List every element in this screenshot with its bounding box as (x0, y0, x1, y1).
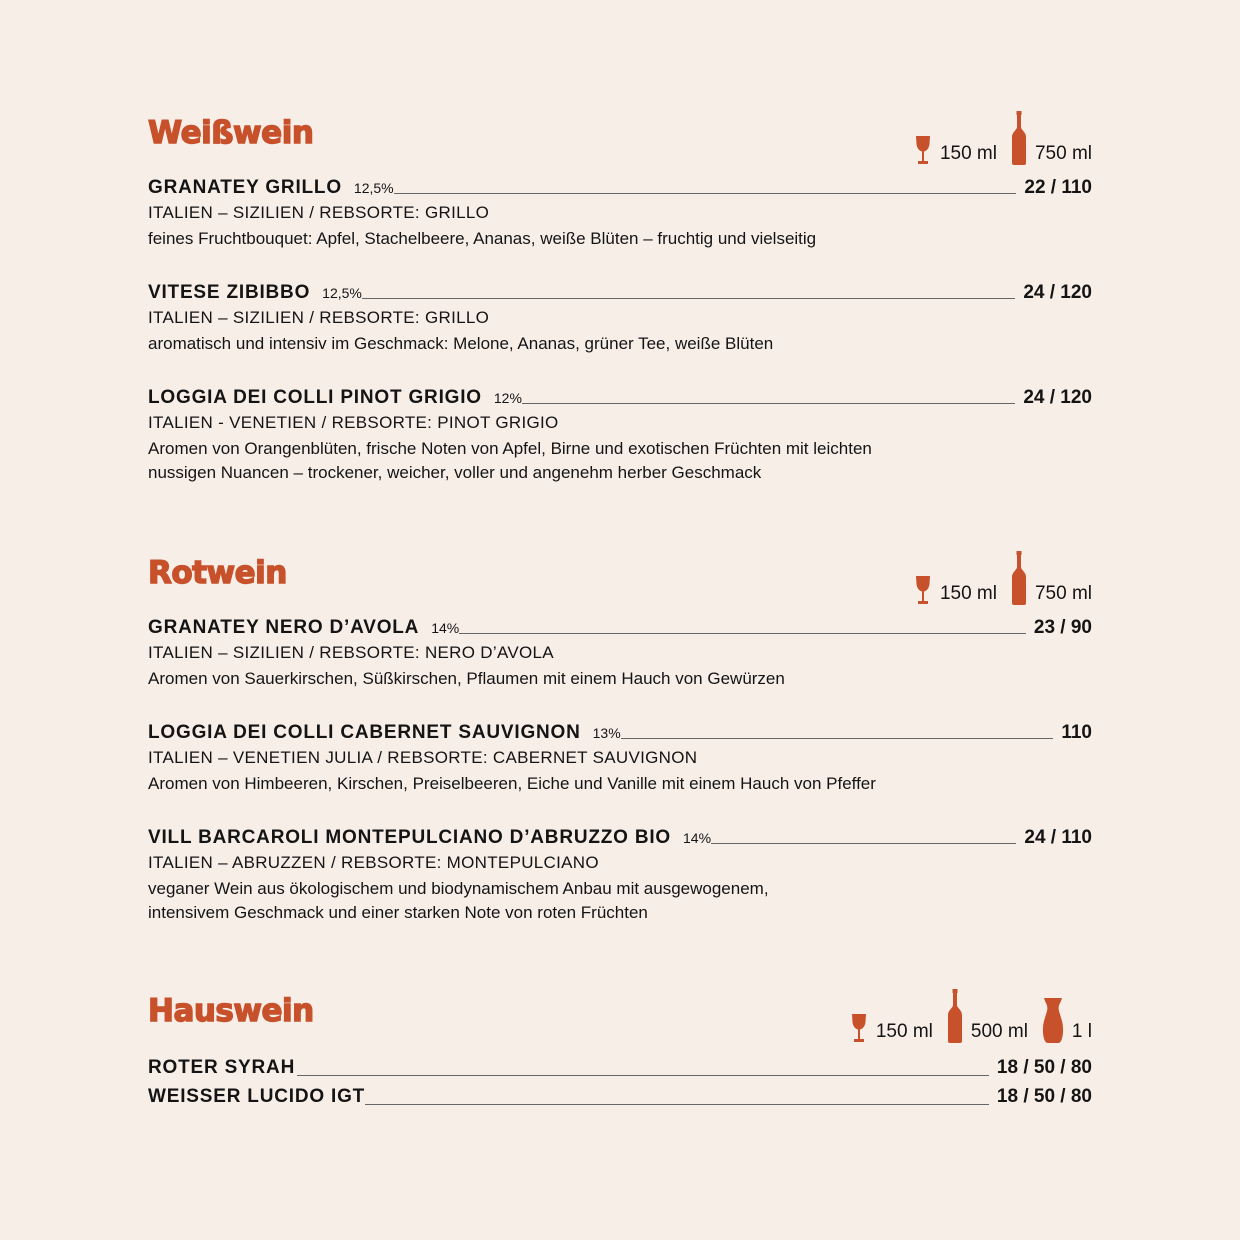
wine-description: veganer Wein aus ökologischem und biodynamischem Anbau mit ausgewogenem, intensivem Geschmack und einer starken Note von roten Früchten (148, 879, 769, 922)
size-label-glass: 150 ml (875, 1021, 933, 1042)
wine-price: 22 / 110 (1024, 177, 1092, 198)
house-wine-item (148, 1057, 1092, 1086)
wine-name: GRANATEY GRILLO (148, 177, 342, 198)
wine-origin: ITALIEN – SIZILIEN / REBSORTE: GRILLO (148, 203, 490, 222)
wine-name: LOGGIA DEI COLLI PINOT GRIGIO (148, 387, 482, 408)
size-legend (850, 963, 1092, 1043)
wine-origin: ITALIEN – SIZILIEN / REBSORTE: GRILLO (148, 308, 490, 327)
dotted-leader (394, 193, 1017, 194)
wine-bottle-icon (1011, 551, 1027, 605)
wine-name: LOGGIA DEI COLLI CABERNET SAUVIGNON (148, 722, 581, 743)
wine-origin: ITALIEN – ABRUZZEN / REBSORTE: MONTEPULCIANO (148, 853, 599, 872)
size-label-bottle: 750 ml (1034, 583, 1092, 604)
wine-item (148, 827, 1092, 925)
dotted-leader (522, 403, 1015, 404)
size-label-carafe: 1 l (1071, 1021, 1092, 1042)
wine-name: GRANATEY NERO D’AVOLA (148, 617, 420, 638)
wine-abv: 13% (592, 725, 621, 741)
section-title: Weißwein (148, 115, 314, 151)
size-label-glass: 150 ml (939, 143, 997, 164)
wine-description: Aromen von Sauerkirschen, Süßkirschen, Pflaumen mit einem Hauch von Gewürzen (148, 669, 785, 688)
wine-abv: 14% (431, 620, 460, 636)
wine-name: VILL BARCAROLI MONTEPULCIANO D’ABRUZZO BIO (148, 827, 672, 848)
size-legend (914, 525, 1092, 605)
wine-glass-icon (850, 1013, 868, 1043)
wine-item (148, 617, 1092, 691)
wine-price: 18 / 50 / 80 (996, 1086, 1092, 1107)
house-wine-item (148, 1086, 1092, 1115)
dotted-leader (365, 1104, 989, 1105)
section-title: Rotwein (148, 555, 287, 591)
size-label-glass: 150 ml (939, 583, 997, 604)
carafe-icon (1042, 997, 1064, 1043)
wine-origin: ITALIEN - VENETIEN / REBSORTE: PINOT GRIGIO (148, 413, 559, 432)
wine-price: 24 / 120 (1023, 282, 1092, 303)
wine-price: 24 / 120 (1023, 387, 1092, 408)
section-rotwein (148, 555, 1092, 925)
wine-glass-icon (914, 575, 932, 605)
wine-description: feines Fruchtbouquet: Apfel, Stachelbeere, Ananas, weiße Blüten – fruchtig und vielseitig (148, 229, 817, 248)
wine-name: ROTER SYRAH (148, 1057, 296, 1078)
dotted-leader (459, 633, 1026, 634)
wine-price: 23 / 90 (1033, 617, 1092, 638)
wine-item (148, 282, 1092, 356)
wine-description: Aromen von Orangenblüten, frische Noten von Apfel, Birne und exotischen Früchten mit leichten nussigen Nuancen – trockener, weicher, voller und angenehm herber Geschmack (148, 439, 872, 482)
dotted-leader (362, 298, 1015, 299)
section-weisswein (148, 115, 1092, 485)
wine-price: 18 / 50 / 80 (996, 1057, 1092, 1078)
wine-origin: ITALIEN – SIZILIEN / REBSORTE: NERO D’AVOLA (148, 643, 554, 662)
wine-bottle-icon (1011, 111, 1027, 165)
dotted-leader (711, 843, 1016, 844)
wine-bottle-icon (947, 989, 963, 1043)
size-legend (914, 85, 1092, 165)
wine-abv: 14% (683, 830, 712, 846)
wine-abv: 12% (493, 390, 522, 406)
dotted-leader (297, 1075, 989, 1076)
dotted-leader (621, 738, 1054, 739)
section-title: Hauswein (148, 993, 314, 1029)
wine-name: VITESE ZIBIBBO (148, 282, 311, 303)
wine-abv: 12,5% (322, 285, 362, 301)
size-label-bottle: 750 ml (1034, 143, 1092, 164)
section-hauswein (148, 993, 1092, 1115)
wine-price: 110 (1061, 722, 1092, 743)
wine-item (148, 177, 1092, 251)
wine-description: aromatisch und intensiv im Geschmack: Melone, Ananas, grüner Tee, weiße Blüten (148, 334, 774, 353)
wine-description: Aromen von Himbeeren, Kirschen, Preiselbeeren, Eiche und Vanille mit einem Hauch von Pfeffer (148, 774, 876, 793)
wine-name: WEISSER LUCIDO IGT (148, 1086, 366, 1107)
size-label-bottle: 500 ml (970, 1021, 1028, 1042)
wine-origin: ITALIEN – VENETIEN JULIA / REBSORTE: CABERNET SAUVIGNON (148, 748, 698, 767)
wine-glass-icon (914, 135, 932, 165)
wine-item (148, 722, 1092, 796)
wine-abv: 12,5% (353, 180, 394, 196)
wine-item (148, 387, 1092, 485)
wine-price: 24 / 110 (1024, 827, 1092, 848)
